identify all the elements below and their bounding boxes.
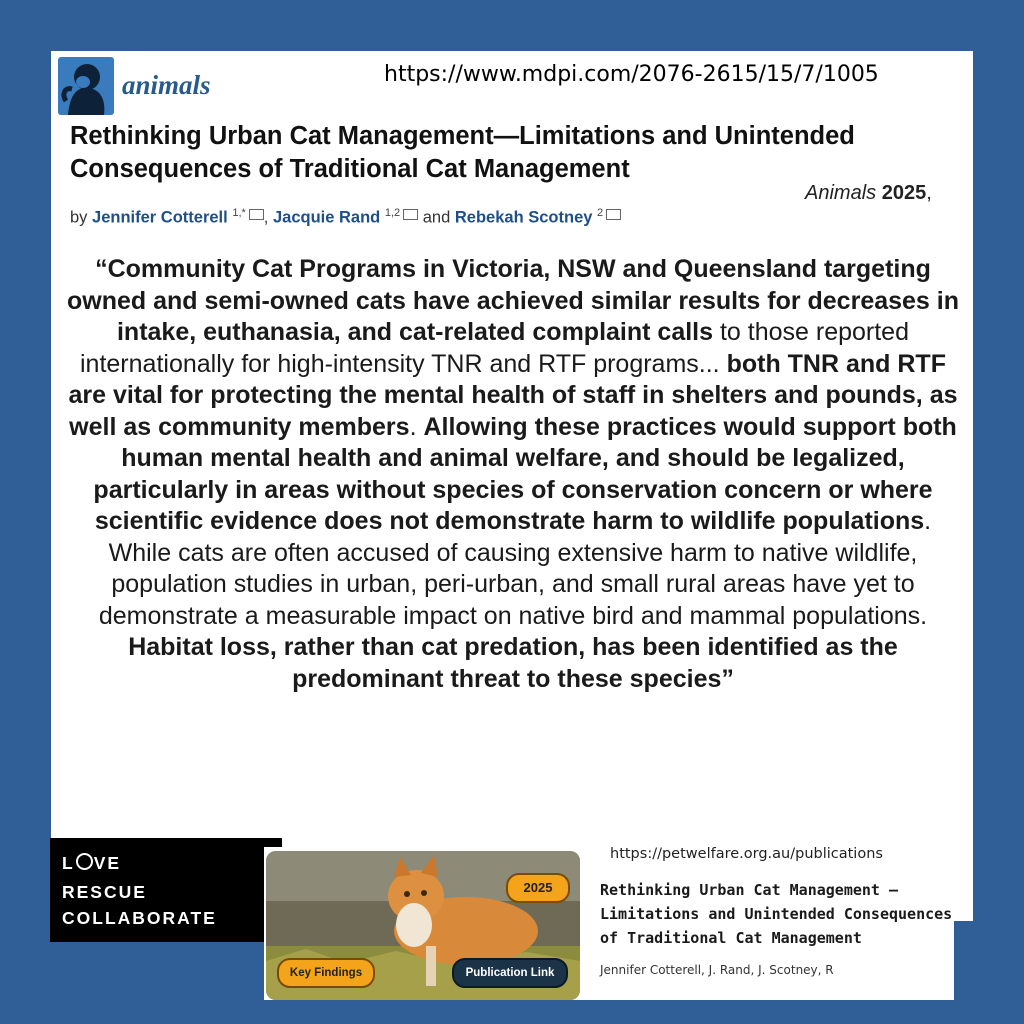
author-affiliation: 2 (597, 207, 604, 219)
author-link[interactable]: Rebekah Scotney (454, 208, 593, 227)
byline-by: by (70, 208, 88, 227)
brand-line-love: L VE (62, 853, 122, 873)
journal-ref-name: Animals (805, 182, 877, 204)
year-badge: 2025 (506, 873, 570, 903)
quote-segment: . (409, 412, 424, 441)
publication-title: Rethinking Urban Cat Management – Limitations and Unintended Consequences of Traditional Cat Management (600, 881, 953, 947)
author-affiliation: 1,2 (384, 207, 401, 219)
byline-and: and (422, 208, 451, 227)
chimpanzee-logo-icon (58, 57, 114, 115)
quote-segment: “Community Cat Programs in Victoria, NSW and Queensland targeting owned and semi-owned cats have achieved similar results for decreases in intake, euthanasia, and cat-related complaint calls (66, 255, 960, 346)
publications-url[interactable]: https://petwelfare.org.au/publications (610, 846, 883, 862)
author-link[interactable]: Jennifer Cotterell (92, 208, 228, 227)
journal-reference (805, 182, 932, 205)
quote-segment: both TNR and RTF are vital for protecting the mental health of staff in shelters and pounds, as well as community members (68, 349, 958, 441)
brand-line-rescue: RESCUE (62, 882, 147, 902)
journal-ref-suffix: , (926, 182, 932, 204)
article-title-line-1: Rethinking Urban Cat Management—Limitations and Unintended (70, 122, 855, 150)
mail-icon[interactable] (403, 209, 418, 220)
author-affiliation: 1,* (232, 207, 246, 219)
quote-segment: Allowing these practices would support both human mental health and animal welfare, and should be legalized, particularly in areas without species of conservation concern or where scientific evidence does not demonstrate harm to wildlife populations (93, 412, 957, 535)
journal-ref-year: 2025 (881, 182, 927, 204)
quote-segment: to those reported internationally for high-intensity TNR and RTF programs... (80, 318, 909, 378)
quote-segment: . While cats are often accused of causing extensive harm to native wildlife, population studies in urban, peri-urban, and small rural areas have yet to demonstrate a measurable impact on native bird and mammal populations. (98, 507, 932, 630)
author-link[interactable]: Jacquie Rand (272, 208, 381, 227)
mail-icon[interactable] (606, 209, 621, 220)
article-url[interactable]: https://www.mdpi.com/2076-2615/15/7/1005 (384, 62, 879, 87)
journal-name: animals (122, 70, 211, 100)
article-title (70, 120, 970, 186)
heart-icon (76, 853, 93, 870)
byline: by Jennifer Cotterell $^{1,*}$ , Jacquie Rand $^{1,2}$ and Rebekah Scotney $^2$ (70, 207, 621, 228)
quote-segment: Habitat loss, rather than cat predation, has been identified as the predominant threat to these species” (128, 633, 898, 693)
brand-line-collaborate: COLLABORATE (62, 908, 217, 928)
article-title-line-2: Consequences of Traditional Cat Management (70, 155, 630, 183)
key-findings-button[interactable]: Key Findings (277, 958, 375, 988)
quote-text (62, 254, 964, 695)
brand-block (50, 838, 282, 942)
journal-logo (58, 57, 114, 115)
publication-link-button[interactable]: Publication Link (452, 958, 568, 988)
publication-authors: Jennifer Cotterell, J. Rand, J. Scotney, R (600, 963, 834, 977)
mail-icon[interactable] (249, 209, 264, 220)
